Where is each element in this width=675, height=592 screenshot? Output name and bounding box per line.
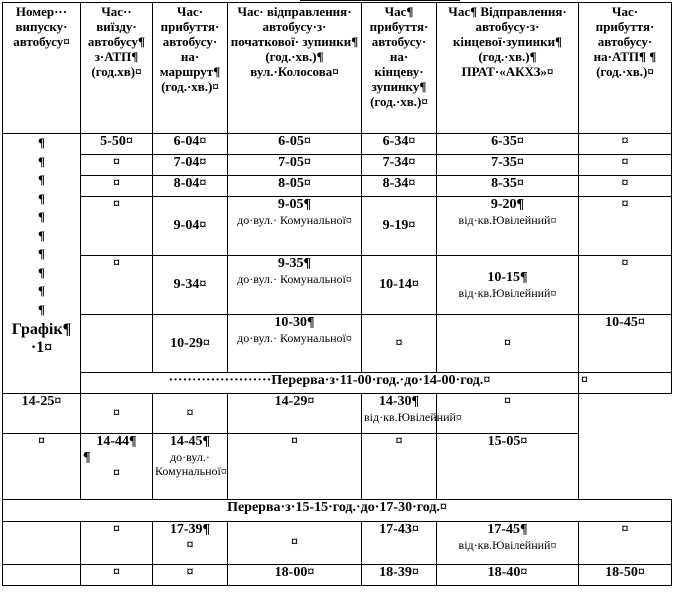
stop-note: до·вул.· Комунальної¤ [155, 450, 227, 478]
break-tail: ¤ [579, 373, 672, 394]
stop-note: до·вул.· Комунальної¤ [237, 331, 352, 345]
time-value: 17-39¶ [169, 522, 211, 537]
table-row [3, 197, 672, 256]
cell-depart-start: 7-05¤ [228, 155, 362, 176]
stop-note: від·кв.Ювілейний¤ [458, 213, 557, 227]
cell-depart-atp: ¤ [81, 256, 153, 315]
cell-depart-start [228, 256, 362, 315]
table-row [3, 155, 672, 176]
stop-note: до·вул.· Комунальної¤ [237, 213, 352, 227]
cell-depart-end [362, 394, 462, 434]
time-value: 17-45¶ [487, 522, 528, 537]
break-row [3, 373, 672, 394]
table-row [3, 394, 672, 434]
cell-arrive-atp: ¤ [579, 176, 672, 197]
cell-arrive-end: 10-14¤ [362, 256, 437, 315]
cell-depart-start [228, 197, 362, 256]
time-value: 10-15¶ [487, 270, 528, 285]
table-row [3, 315, 672, 373]
pilcrow-mark: ¶ [83, 450, 91, 465]
cell-bus-number [3, 565, 81, 586]
cell-depart-end [437, 522, 579, 565]
header-underline [300, 0, 460, 1]
header-bus-number: Номер··· випуску· автобусу¤ [3, 3, 81, 134]
pilcrow-marks: ¶ ¶ ¶ ¶ ¶ ¶ ¶ ¶ ¶ ¶ [37, 135, 46, 317]
cell-arrive-atp: ¤ [579, 256, 672, 315]
cell-depart-start: ¤ [153, 394, 228, 434]
cell-arrive-end: 8-34¤ [362, 176, 437, 197]
cell-depart-start: 8-05¤ [228, 176, 362, 197]
cell-arrive-route: ¤ [81, 394, 153, 434]
stop-note: від·кв.Ювілейний¤ [458, 286, 557, 300]
cell-arrive-end: ¤ [362, 315, 437, 373]
cell-arrive-atp: ¤ [579, 134, 672, 155]
break-label: Перерва·з·15-15·год.·до·17-30·год.¤ [3, 500, 672, 522]
cell-arrive-atp: ¤ [437, 394, 579, 434]
table-row [3, 434, 672, 500]
cell-depart-atp: ¤ [81, 155, 153, 176]
cell-depart-end: 6-35¤ [437, 134, 579, 155]
schedule-name: Графік¶ ·1¤ [11, 321, 72, 356]
header-depart-start: Час· відправлення· автобусу·з· початкової· зупинки¶ (год.·хв.)¶ вул.·Колосова¤ [228, 3, 362, 134]
cell-arrive-end: 7-34¤ [362, 155, 437, 176]
stop-note: до·вул.· Комунальної¤ [237, 272, 352, 286]
table-row [3, 176, 672, 197]
end-of-cell-mark: ¤ [113, 466, 120, 481]
stop-note: від·кв.Ювілейний¤ [458, 538, 557, 552]
cell-depart-start: 18-00¤ [228, 565, 362, 586]
cell-depart-end: ¤ [362, 434, 437, 500]
cell-depart-start: ¤ [228, 522, 362, 565]
header-arrive-atp: Час· прибуття· автобусу· на·АТП¶ ¶ (год.·хв.)¤ [579, 3, 672, 134]
time-value: 14-44¶ [96, 434, 137, 449]
header-depart-atp: Час·· виїзду· автобусу¶ з·АТП¶ (год.хв)¤ [81, 3, 153, 134]
bus-schedule-table [2, 2, 672, 586]
cell-depart-atp: 5-50¤ [81, 134, 153, 155]
cell-arrive-route: 9-34¤ [153, 256, 228, 315]
header-arrive-end: Час¶ прибуття· автобусу· на· кінцеву· зупинку¶ (год.·хв.)¤ [362, 3, 437, 134]
cell-arrive-route: 6-04¤ [153, 134, 228, 155]
cell-depart-atp [81, 315, 153, 373]
cell-arrive-route [153, 522, 228, 565]
cell-arrive-atp: 18-50¤ [579, 565, 672, 586]
cell-arrive-end: 9-19¤ [362, 197, 437, 256]
break-label: ······················Перерва·з·11-00·год.·до·14-00·год.¤ [81, 373, 579, 394]
table-row [3, 522, 672, 565]
stop-note: від·кв.Ювілейний¤ [364, 410, 462, 424]
time-value: 9-20¶ [490, 197, 525, 212]
cell-arrive-atp: 10-45¤ [579, 315, 672, 373]
cell-arrive-route [81, 434, 153, 500]
header-depart-end: Час¶ Відправлення· автобусу·з· кінцевої·зупинки¶ (год.·хв.)¶ ПРАТ·«АКХЗ»¤ [437, 3, 579, 134]
cell-bus-number [3, 522, 81, 565]
cell-arrive-atp: 15-05¤ [437, 434, 579, 500]
time-value: 14-45¶ [169, 434, 211, 449]
time-value: 9-35¶ [277, 256, 312, 271]
cell-depart-start [228, 315, 362, 373]
schedule-label-cell [3, 134, 81, 394]
break-row [3, 500, 672, 522]
table-row [3, 134, 672, 155]
cell-depart-atp: ¤ [81, 197, 153, 256]
cell-depart-atp: ¤ [81, 176, 153, 197]
cell-arrive-end: 18-39¤ [362, 565, 437, 586]
cell-arrive-route: 7-04¤ [153, 155, 228, 176]
cell-depart-end: 8-35¤ [437, 176, 579, 197]
table-row [3, 565, 672, 586]
cell-depart-end: 18-40¤ [437, 565, 579, 586]
cell-depart-atp: 14-25¤ [3, 394, 81, 434]
time-value: 9-05¶ [277, 197, 312, 212]
cell-depart-atp: ¤ [81, 565, 153, 586]
cell-arrive-atp: ¤ [579, 197, 672, 256]
table-row [3, 256, 672, 315]
cell-arrive-route: ¤ [153, 565, 228, 586]
cell-arrive-route: 8-04¤ [153, 176, 228, 197]
cell-depart-end: ¤ [437, 315, 579, 373]
cell-arrive-atp: ¤ [579, 522, 672, 565]
cell-depart-end [437, 256, 579, 315]
cell-arrive-route: 10-29¤ [153, 315, 228, 373]
cell-depart-end: 7-35¤ [437, 155, 579, 176]
time-value: 10-30¶ [274, 315, 315, 330]
header-row [3, 3, 672, 134]
cell-arrive-route: 9-04¤ [153, 197, 228, 256]
cell-arrive-atp: ¤ [579, 155, 672, 176]
time-value: 14-30¶ [378, 394, 420, 409]
header-arrive-route: Час· прибуття· автобусу· на· маршрут¶ (год.·хв.)¤ [153, 3, 228, 134]
cell-arrive-end: ¤ [228, 434, 362, 500]
cell-depart-start [153, 434, 228, 500]
end-of-cell-mark: ¤ [186, 538, 194, 553]
cell-depart-atp: ¤ [3, 434, 81, 500]
cell-arrive-end: 6-34¤ [362, 134, 437, 155]
cell-depart-end [437, 197, 579, 256]
cell-arrive-end: 17-43¤ [362, 522, 437, 565]
cell-depart-atp: ¤ [81, 522, 153, 565]
cell-arrive-end: 14-29¤ [228, 394, 362, 434]
cell-depart-start: 6-05¤ [228, 134, 362, 155]
